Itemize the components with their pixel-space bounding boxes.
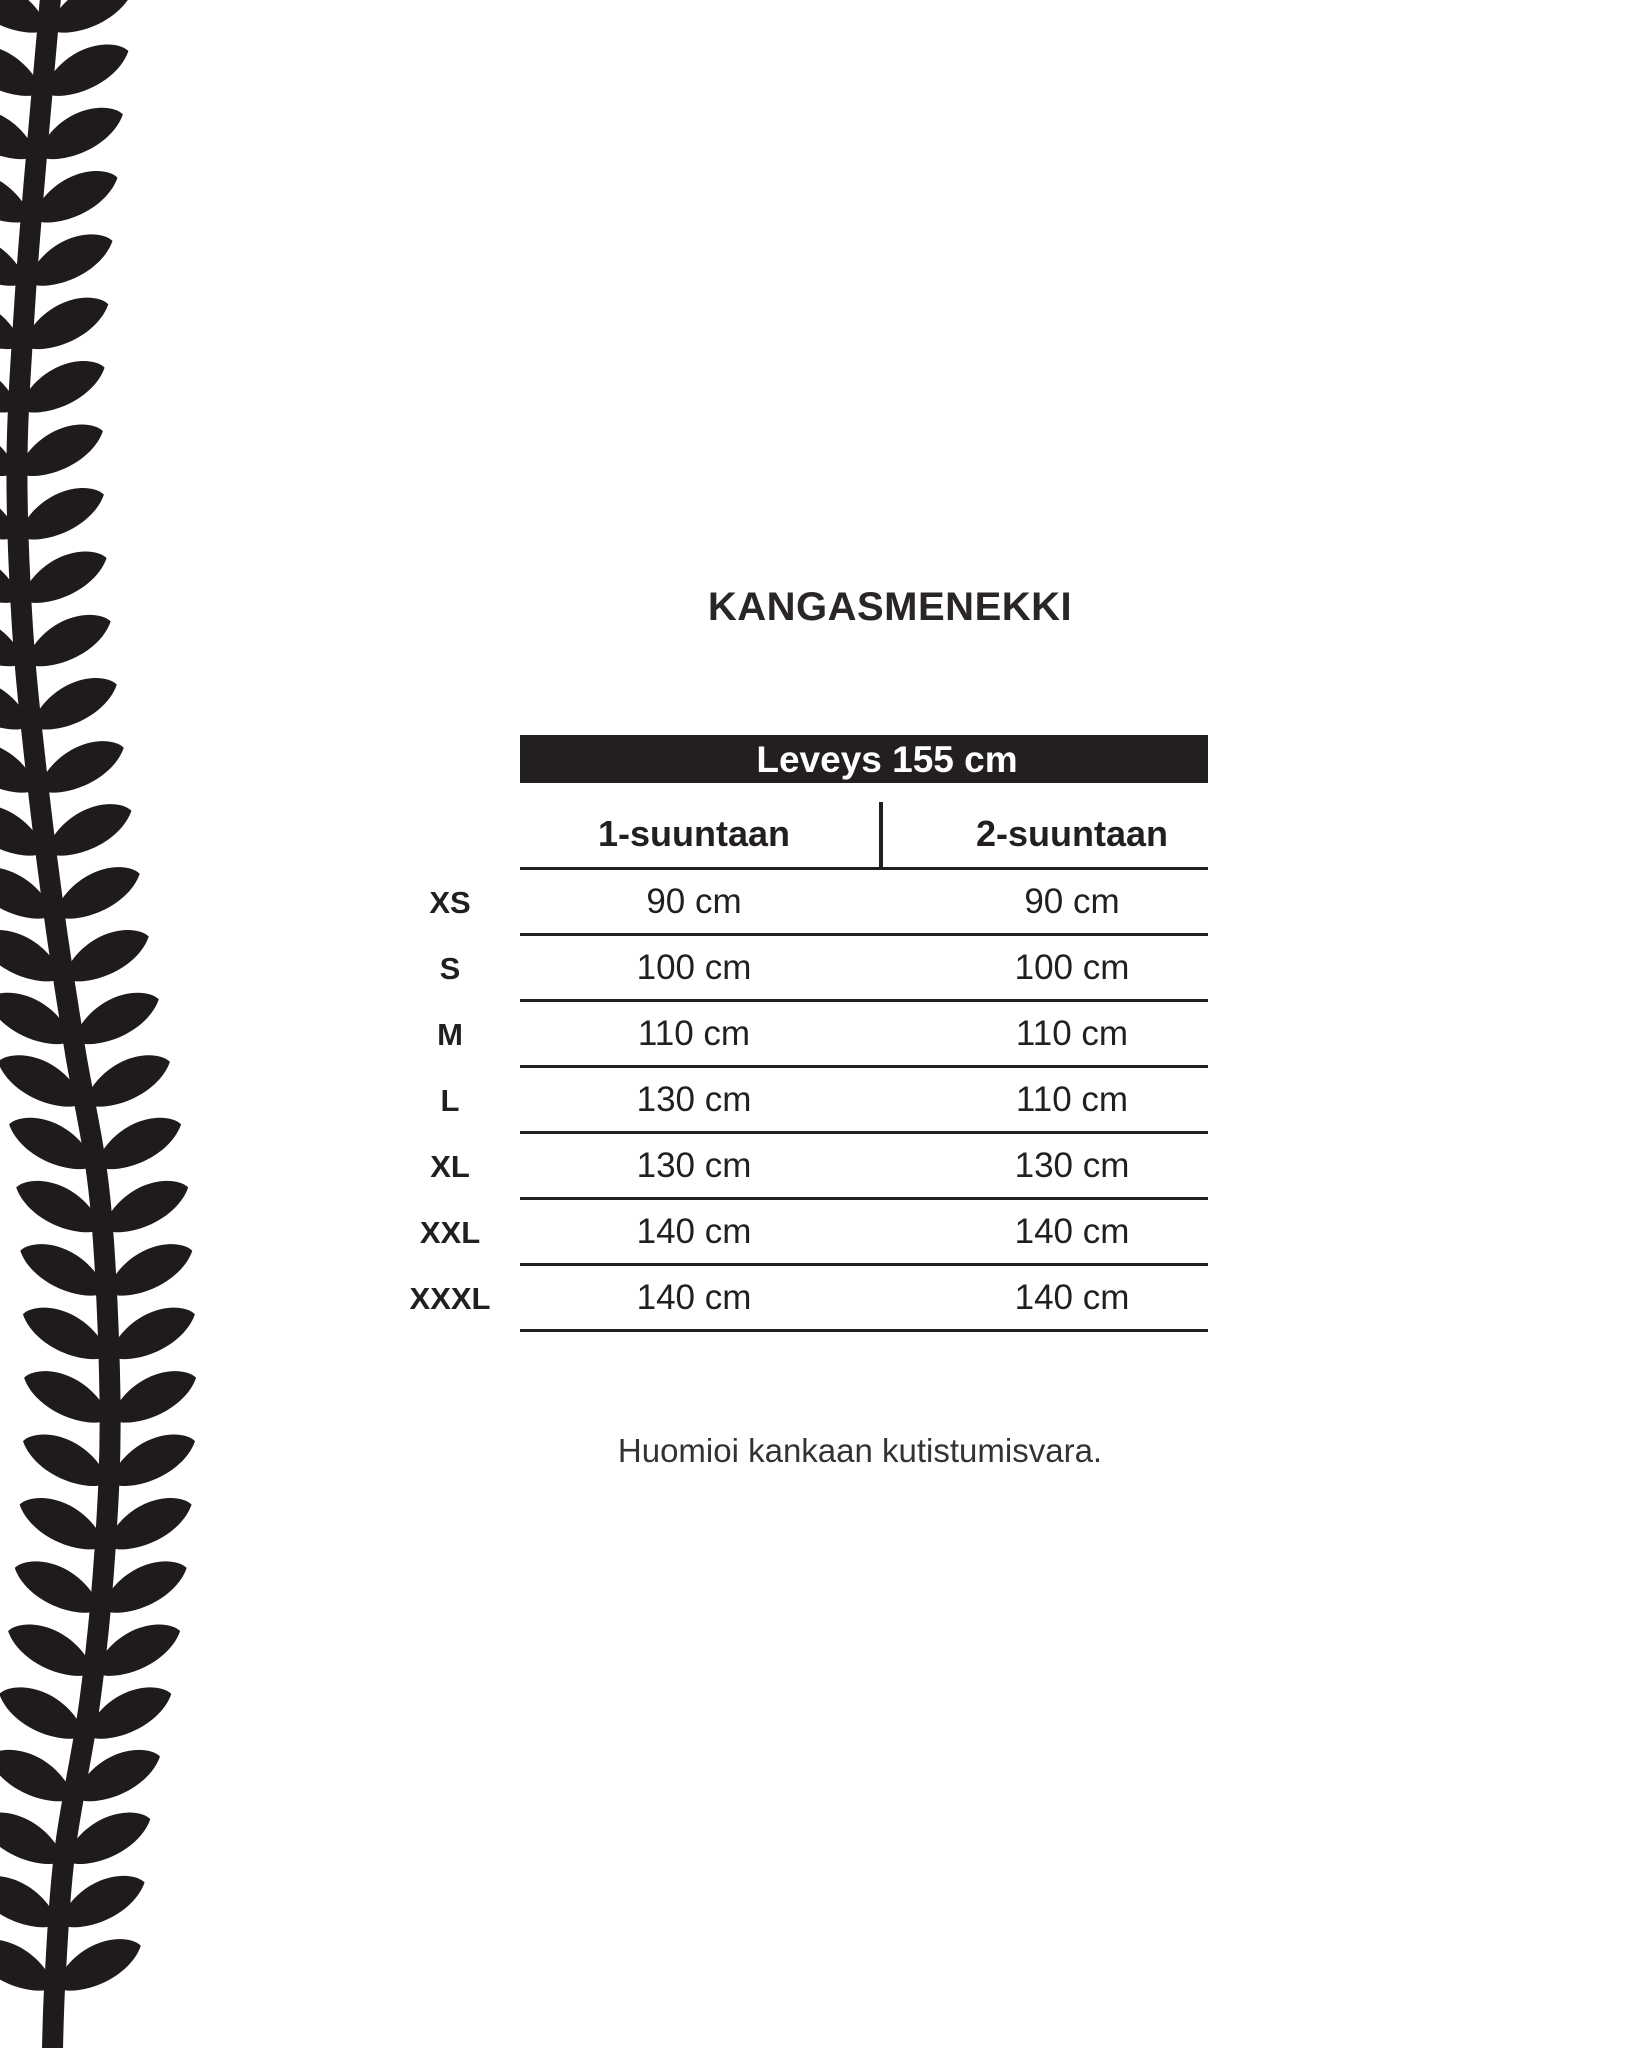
- shrinkage-note: Huomioi kankaan kutistumisvara.: [617, 1432, 1103, 1469]
- value-2-suuntaan: 110 cm: [1015, 1013, 1129, 1053]
- table-header-row: [380, 800, 1208, 870]
- table-row: [380, 1068, 1208, 1134]
- value-1-suuntaan: 110 cm: [637, 1013, 751, 1053]
- size-column-spacer: [380, 800, 520, 870]
- value-2-suuntaan: 130 cm: [1014, 1145, 1130, 1185]
- size-label: XXL: [419, 1215, 481, 1250]
- value-2-suuntaan: 100 cm: [1014, 947, 1130, 987]
- leaf-vine-icon: [0, 0, 215, 2048]
- table-width-header-label: Leveys 155 cm: [756, 738, 1018, 780]
- value-2-suuntaan: 140 cm: [1014, 1277, 1130, 1317]
- value-1-suuntaan: 130 cm: [636, 1079, 752, 1119]
- table-row: [380, 936, 1208, 1002]
- page-title: KANGASMENEKKI: [707, 585, 1073, 629]
- table-row: [380, 870, 1208, 936]
- size-label: S: [439, 951, 461, 986]
- value-2-suuntaan: 140 cm: [1014, 1211, 1130, 1251]
- value-1-suuntaan: 90 cm: [646, 881, 742, 921]
- value-2-suuntaan: 110 cm: [1015, 1079, 1129, 1119]
- value-1-suuntaan: 130 cm: [636, 1145, 752, 1185]
- size-label: XXXL: [409, 1281, 491, 1316]
- size-label: XS: [429, 885, 471, 920]
- fabric-requirement-table: [380, 800, 1208, 1332]
- value-1-suuntaan: 140 cm: [636, 1277, 752, 1317]
- value-1-suuntaan: 100 cm: [636, 947, 752, 987]
- column-header-1-suuntaan: 1-suuntaan: [597, 812, 791, 854]
- table-row: [380, 1002, 1208, 1068]
- size-label: L: [440, 1083, 460, 1118]
- value-2-suuntaan: 90 cm: [1024, 881, 1120, 921]
- size-label: XL: [430, 1149, 470, 1184]
- table-row: [380, 1266, 1208, 1332]
- column-header-2-suuntaan: 2-suuntaan: [975, 812, 1169, 854]
- size-label: M: [437, 1017, 463, 1052]
- table-width-header-bar: [520, 735, 1208, 783]
- value-1-suuntaan: 140 cm: [636, 1211, 752, 1251]
- column-divider-line: [879, 802, 883, 868]
- table-row: [380, 1134, 1208, 1200]
- table-row: [380, 1200, 1208, 1266]
